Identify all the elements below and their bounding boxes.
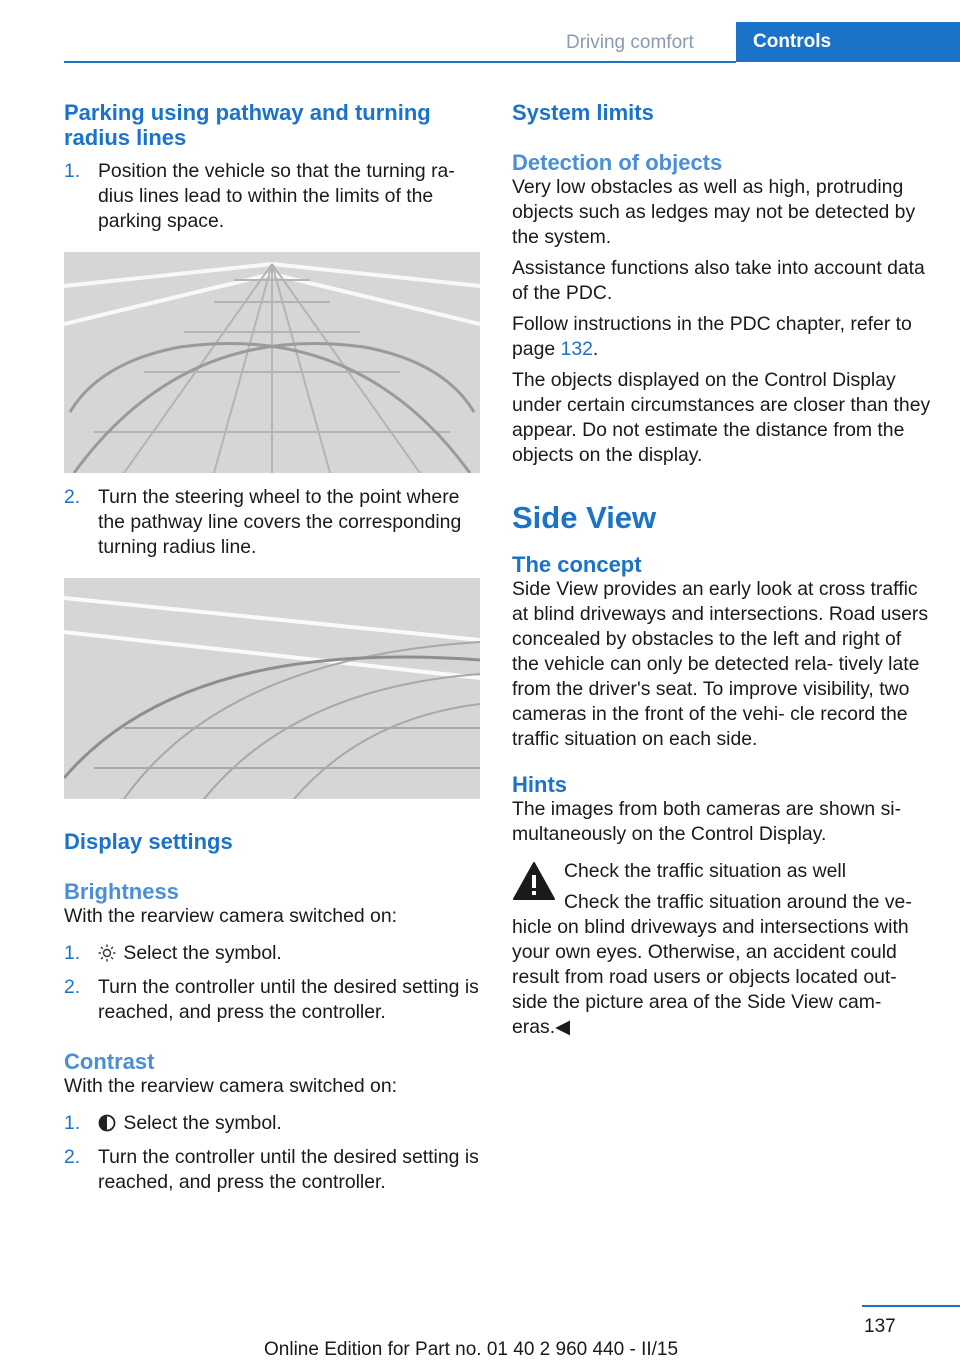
hints-paragraph: The images from both cameras are shown si- multaneously on the Control Display. xyxy=(512,798,902,845)
detection-paragraph-4: The objects displayed on the Control Display under certain circumstances are closer than they appear. Do not estimate the distance from the objects on the display. xyxy=(512,369,931,466)
edition-footer: Online Edition for Part no. 01 40 2 960 440 - II/15 xyxy=(264,1339,679,1360)
step-parking-2 xyxy=(64,485,480,560)
detection-paragraph-2: Assistance functions also take into account data of the PDC. xyxy=(512,257,925,304)
detection-paragraph-3 xyxy=(512,312,932,362)
step-number: 2. xyxy=(64,1146,81,1168)
header-section: Driving comfort xyxy=(566,32,694,53)
subheading-brightness: Brightness xyxy=(64,879,179,904)
step-text: Position the vehicle so that the turning ra- dius lines lead to within the limits of the parking space. xyxy=(98,160,455,232)
contrast-icon xyxy=(98,1114,118,1139)
step-text: Turn the controller until the desired setting is reached, and press the controller. xyxy=(98,976,479,1023)
header-rule xyxy=(64,61,736,63)
figure-graphic-1 xyxy=(64,252,480,473)
heading-parking: Parking using pathway and turning radius lines xyxy=(64,100,431,150)
warning-block xyxy=(512,859,932,1040)
contrast-intro: With the rearview camera switched on: xyxy=(64,1075,398,1097)
warning-text: hicle on blind driveways and intersections with your own eyes. Otherwise, an accident could result from road users or objects located out- side the picture area of the Side View cam- eras.◀ xyxy=(512,916,909,1038)
heading-system-limits: System limits xyxy=(512,100,654,125)
step-number: 2. xyxy=(64,486,81,508)
page-reference-link[interactable]: 132 xyxy=(560,338,593,360)
step-number: 2. xyxy=(64,976,81,998)
heading-the-concept: The concept xyxy=(512,552,642,577)
step-text: Select the symbol. xyxy=(123,1112,282,1134)
brightness-icon xyxy=(98,944,118,969)
right-column xyxy=(512,100,932,1046)
header-chapter-tab: Controls xyxy=(736,22,960,62)
figure-graphic-2 xyxy=(64,578,480,799)
step-text: Turn the steering wheel to the point where the pathway line covers the corresponding turning radius line. xyxy=(98,486,462,558)
step-contrast-2 xyxy=(64,1145,480,1195)
footer-rule xyxy=(862,1305,960,1307)
subheading-contrast: Contrast xyxy=(64,1049,155,1074)
step-contrast-1 xyxy=(64,1111,480,1139)
step-text: Select the symbol. xyxy=(123,942,282,964)
left-column xyxy=(64,100,480,1201)
warning-first-line: Check the traffic situation around the ve- xyxy=(564,891,912,913)
heading-side-view: Side View xyxy=(512,500,657,535)
heading-hints: Hints xyxy=(512,772,567,797)
step-number: 1. xyxy=(64,1112,81,1134)
figure-pathway-line xyxy=(64,578,480,799)
warning-title: Check the traffic situation as well xyxy=(564,860,847,882)
concept-paragraph: Side View provides an early look at cross traffic at blind driveways and intersections. Road users concealed by obstacles to the left and right of the vehicle can only be detected rela- tively late from the driver's seat. To improve visibility, two cameras in the front of the vehi- cle record the traffic situation on each side. xyxy=(512,578,929,750)
detection-paragraph-1: Very low obstacles as well as high, protruding objects such as ledges may not be detected by the system. xyxy=(512,176,916,248)
warning-triangle-icon xyxy=(512,861,556,901)
figure-turning-radius-lines xyxy=(64,252,480,473)
detection-paragraph-3-text: Follow instructions in the PDC chapter, refer to page xyxy=(512,313,912,360)
step-text: Turn the controller until the desired setting is reached, and press the controller. xyxy=(98,1146,479,1193)
page-header xyxy=(0,22,960,62)
subheading-detection: Detection of objects xyxy=(512,150,723,175)
heading-display-settings: Display settings xyxy=(64,829,233,854)
step-brightness-1 xyxy=(64,941,480,969)
brightness-intro: With the rearview camera switched on: xyxy=(64,905,398,927)
page-number: 137 xyxy=(864,1316,896,1337)
step-number: 1. xyxy=(64,942,81,964)
step-brightness-2 xyxy=(64,975,480,1025)
step-parking-1 xyxy=(64,159,480,234)
step-number: 1. xyxy=(64,160,81,182)
detection-paragraph-3-end: . xyxy=(592,338,599,360)
